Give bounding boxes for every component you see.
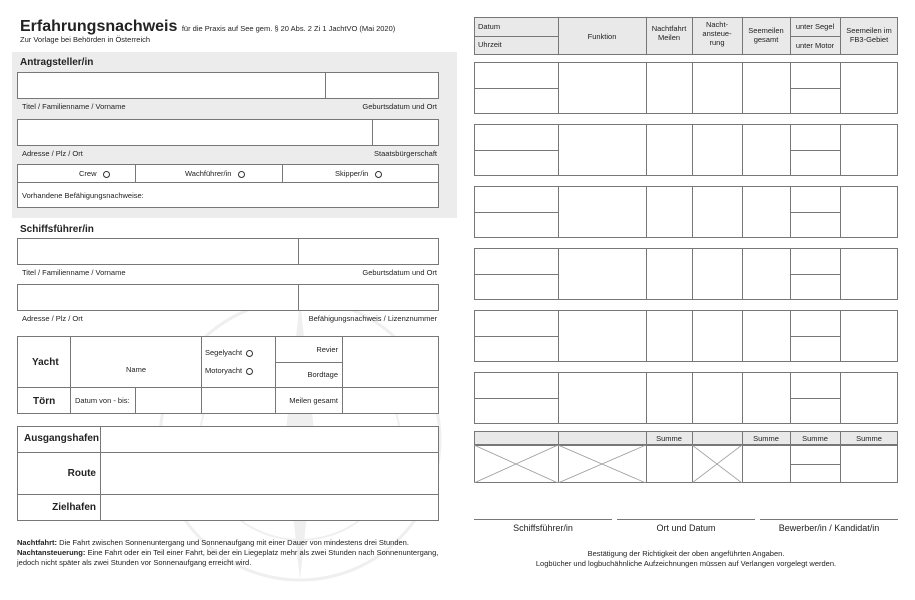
notes — [17, 538, 457, 568]
divider — [17, 387, 439, 388]
skipper-license-label: Befähigungsnachweis / Lizenznummer — [308, 314, 437, 323]
divider — [558, 62, 559, 114]
qualifications-label: Vorhandene Befähigungsnachweise: — [22, 191, 144, 200]
divider — [742, 372, 743, 424]
divider — [790, 398, 840, 399]
divider — [790, 274, 840, 275]
header-fb3-1: Seemeilen im — [846, 26, 892, 35]
sailing-yacht-option[interactable] — [205, 348, 253, 357]
sum-night: Summe — [656, 434, 682, 443]
role-watch-label: Wachführer/in — [185, 169, 232, 178]
crossed-out-cell-icon — [692, 445, 742, 483]
sum-fb3: Summe — [856, 434, 882, 443]
motor-yacht-option[interactable] — [205, 366, 253, 375]
divider — [742, 186, 743, 238]
page-title — [20, 18, 395, 36]
divider — [474, 150, 558, 151]
header-night-1: Nachtfahrt — [651, 24, 687, 33]
divider — [790, 17, 791, 55]
applicant-birth-label: Geburtsdatum und Ort — [362, 102, 437, 111]
divider — [840, 372, 841, 424]
divider — [692, 124, 693, 176]
divider — [840, 124, 841, 176]
role-watch[interactable] — [185, 169, 245, 178]
divider — [17, 494, 439, 495]
watch-radio[interactable] — [238, 171, 245, 178]
days-label: Bordtage — [307, 370, 338, 379]
divider — [100, 426, 101, 521]
divider — [201, 336, 202, 414]
divider — [646, 62, 647, 114]
divider — [17, 182, 439, 183]
area-label: Revier — [316, 345, 338, 354]
divider — [298, 238, 299, 265]
applicant-name-field[interactable] — [17, 72, 439, 99]
divider — [646, 124, 647, 176]
divider — [790, 212, 840, 213]
approach-text: Eine Fahrt oder ein Teil einer Fahrt, bei der ein Liegeplatz mehr als zwei Stunden nach Sonnenuntergang, — [87, 548, 439, 557]
divider — [840, 186, 841, 238]
applicant-citizenship-label: Staatsbürgerschaft — [374, 149, 437, 158]
header-motor: unter Motor — [795, 41, 835, 50]
destination-port-label: Zielhafen — [52, 502, 96, 513]
header-function: Funktion — [587, 32, 617, 41]
divider — [558, 248, 559, 300]
divider — [298, 284, 299, 311]
date-range-label: Datum von - bis: — [75, 396, 130, 405]
divider — [692, 62, 693, 114]
divider — [275, 362, 342, 363]
divider — [790, 150, 840, 151]
role-crew-label: Crew — [79, 169, 97, 178]
signature-skipper[interactable]: Schiffsführer/in — [474, 519, 612, 533]
role-skipper-label: Skipper/in — [335, 169, 369, 178]
divider — [646, 372, 647, 424]
divider — [275, 336, 276, 414]
trip-label: Törn — [33, 396, 56, 407]
yacht-label: Yacht — [32, 357, 59, 368]
divider — [646, 248, 647, 300]
title-suffix: für die Praxis auf See gem. § 20 Abs. 2 Zi 1 JachtVO (Mai 2020) — [181, 24, 396, 33]
header-approach-1: Nacht- — [705, 20, 729, 29]
divider — [558, 310, 559, 362]
divider — [70, 336, 71, 414]
skipper-birth-label: Geburtsdatum und Ort — [362, 268, 437, 277]
header-approach-3: rung — [709, 38, 725, 47]
motor-yacht-radio[interactable] — [246, 368, 253, 375]
divider — [342, 336, 343, 414]
divider — [840, 17, 841, 55]
night-text: Die Fahrt zwischen Sonnenuntergang und Sonnenaufgang mit einer Dauer von mindestens drei Stunden. — [59, 538, 409, 547]
header-nm-1: Seemeilen — [748, 26, 784, 35]
divider — [840, 62, 841, 114]
divider — [646, 310, 647, 362]
skipper-address-field[interactable] — [17, 284, 439, 311]
header-nm-2: gesamt — [753, 35, 779, 44]
skipper-heading: Schiffsführer/in — [20, 224, 94, 235]
divider — [790, 336, 840, 337]
signature-place-date[interactable]: Ort und Datum — [617, 519, 755, 533]
divider — [692, 17, 693, 55]
sailing-yacht-radio[interactable] — [246, 350, 253, 357]
confirmation — [474, 549, 898, 569]
divider — [692, 372, 693, 424]
skipper-name-label: Titel / Familienname / Vorname — [22, 268, 126, 277]
divider — [692, 248, 693, 300]
signature-applicant[interactable]: Bewerber/in / Kandidat/in — [760, 519, 898, 533]
divider — [790, 464, 840, 465]
confirmation-line-2: Logbücher und logbuchähnliche Aufzeichnungen müssen auf Verlangen vorgelegt werden. — [535, 559, 837, 568]
divider — [790, 36, 840, 37]
divider — [474, 336, 558, 337]
divider — [372, 119, 373, 146]
divider — [474, 274, 558, 275]
skipper-name-field[interactable] — [17, 238, 439, 265]
divider — [474, 212, 558, 213]
miles-total-label: Meilen gesamt — [289, 396, 338, 405]
divider — [282, 164, 283, 182]
crossed-out-cells-icon — [474, 445, 646, 483]
divider — [135, 164, 136, 182]
header-time: Uhrzeit — [478, 40, 502, 49]
header-date: Datum — [478, 22, 501, 31]
skipper-radio[interactable] — [375, 171, 382, 178]
crew-radio[interactable] — [103, 171, 110, 178]
title-main: Erfahrungsnachweis — [20, 18, 178, 35]
confirmation-line-1: Bestätigung der Richtigkeit der oben angeführten Angaben. — [587, 549, 785, 558]
motor-yacht-label: Motoryacht — [205, 366, 243, 375]
role-crew[interactable] — [79, 169, 110, 178]
sum-nm: Summe — [753, 434, 779, 443]
header-approach-2: ansteue- — [702, 29, 732, 38]
divider — [840, 310, 841, 362]
skipper-address-label: Adresse / Plz / Ort — [22, 314, 83, 323]
applicant-address-label: Adresse / Plz / Ort — [22, 149, 83, 158]
header-fb3-2: FB3-Gebiet — [849, 35, 889, 44]
divider — [742, 248, 743, 300]
header-fb3 — [840, 26, 898, 44]
divider — [474, 398, 558, 399]
divider — [474, 36, 558, 37]
divider — [474, 88, 558, 89]
applicant-address-field[interactable] — [17, 119, 439, 146]
divider — [135, 387, 136, 414]
applicant-heading: Antragsteller/in — [20, 57, 94, 68]
divider — [742, 124, 743, 176]
approach-title: Nachtansteuerung: — [17, 548, 86, 557]
applicant-name-label: Titel / Familienname / Vorname — [22, 102, 126, 111]
yacht-name-label: Name — [126, 365, 147, 374]
role-skipper[interactable] — [335, 169, 382, 178]
divider — [790, 88, 840, 89]
divider — [558, 186, 559, 238]
divider — [692, 186, 693, 238]
header-night-2: Meilen — [657, 33, 681, 42]
page-subtitle: Zur Vorlage bei Behörden in Österreich — [20, 35, 151, 44]
header-night — [646, 24, 692, 42]
divider — [840, 248, 841, 300]
sailing-yacht-label: Segelyacht — [205, 348, 243, 357]
header-sail: unter Segel — [795, 22, 835, 31]
approach-text-2: jedoch nicht später als zwei Stunden vor Sonnenaufgang erreicht wird. — [17, 558, 252, 567]
divider — [742, 17, 743, 55]
departure-port-label: Ausgangshafen — [24, 433, 100, 444]
divider — [742, 310, 743, 362]
divider — [692, 310, 693, 362]
divider — [558, 17, 559, 55]
night-title: Nachtfahrt: — [17, 538, 58, 547]
divider — [558, 372, 559, 424]
divider — [325, 72, 326, 99]
divider — [646, 17, 647, 55]
sum-sail: Summe — [802, 434, 828, 443]
header-nm-total — [742, 26, 790, 44]
header-approach — [692, 20, 742, 47]
divider — [17, 452, 439, 453]
divider — [646, 186, 647, 238]
route-label: Route — [67, 468, 96, 479]
divider — [742, 62, 743, 114]
divider — [558, 124, 559, 176]
